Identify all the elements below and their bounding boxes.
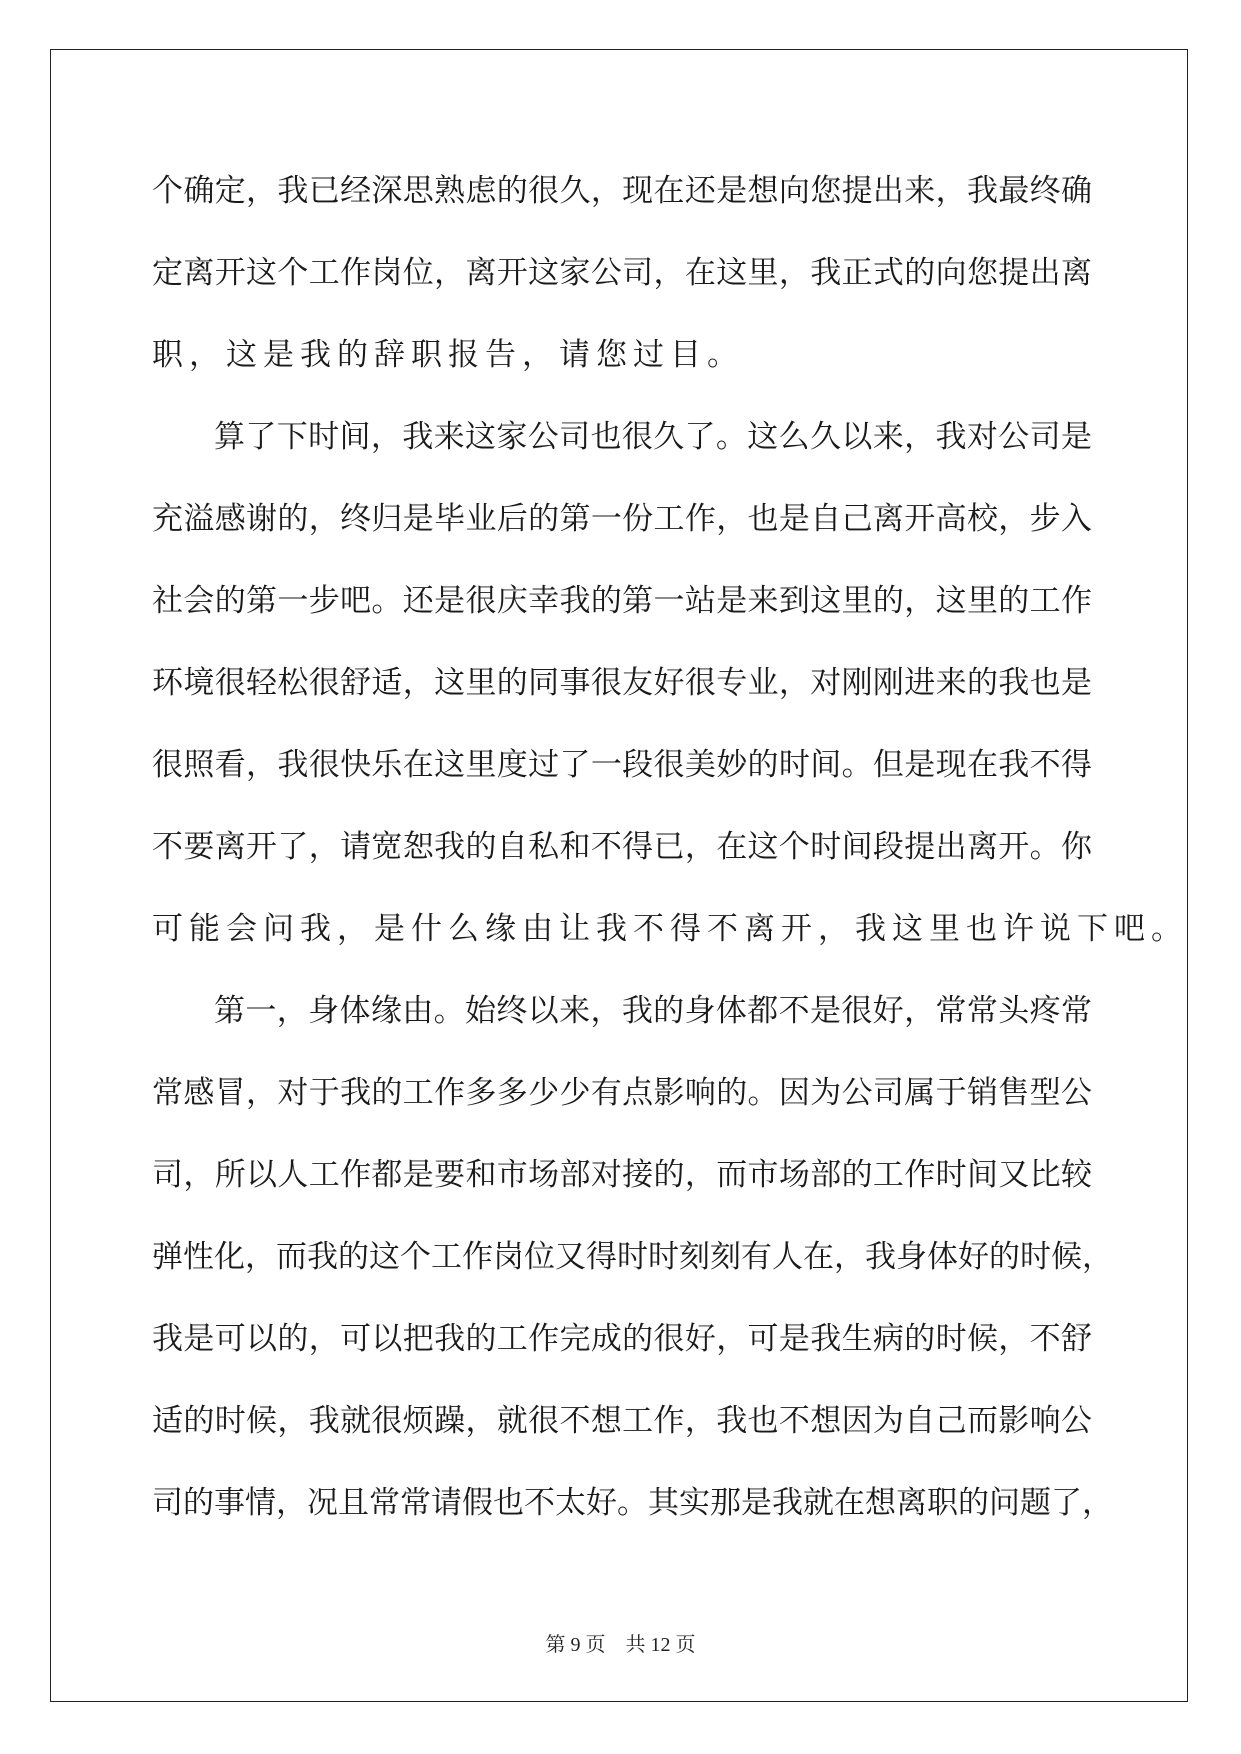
- paragraph-3-line-4: 弹性化，而我的这个工作岗位又得时时刻刻有人在，我身体好的时候，: [152, 1239, 1113, 1275]
- paragraph-2-line-7: 可能会问我，是什么缘由让我不得不离开，我这里也许说下吧。: [152, 911, 1188, 947]
- paragraph-1-line-1: 个确定，我已经深思熟虑的很久，现在还是想向您提出来，我最终确: [152, 173, 1092, 209]
- page-number-text: 第 9 页 共 12 页: [545, 1634, 696, 1656]
- paragraph-3-line-5: 我是可以的，可以把我的工作完成的很好，可是我生病的时候，不舒: [152, 1321, 1092, 1357]
- paragraph-3-line-6: 适的时候，我就很烦躁，就很不想工作，我也不想因为自己而影响公: [152, 1403, 1092, 1439]
- paragraph-2-line-1: 算了下时间，我来这家公司也很久了。这么久以来，我对公司是: [214, 419, 1092, 455]
- paragraph-3-line-7: 司的事情，况且常常请假也不太好。其实那是我就在想离职的问题了，: [152, 1485, 1113, 1521]
- paragraph-3-line-2: 常感冒，对于我的工作多多少少有点影响的。因为公司属于销售型公: [152, 1075, 1092, 1111]
- paragraph-2-line-2: 充溢感谢的，终归是毕业后的第一份工作，也是自己离开高校，步入: [152, 501, 1092, 537]
- paragraph-2-line-6: 不要离开了，请宽恕我的自私和不得已，在这个时间段提出离开。你: [152, 829, 1092, 865]
- page-number-footer: [0, 1628, 1241, 1657]
- document-body: [152, 160, 1188, 1554]
- paragraph-3-line-3: 司，所以人工作都是要和市场部对接的，而市场部的工作时间又比较: [152, 1157, 1092, 1193]
- paragraph-2-line-5: 很照看，我很快乐在这里度过了一段很美妙的时间。但是现在我不得: [152, 747, 1092, 783]
- paragraph-2-line-3: 社会的第一步吧。还是很庆幸我的第一站是来到这里的，这里的工作: [152, 583, 1092, 619]
- paragraph-2-line-4: 环境很轻松很舒适，这里的同事很友好很专业，对刚刚进来的我也是: [152, 665, 1092, 701]
- paragraph-1-line-3: 职，这是我的辞职报告，请您过目。: [152, 337, 744, 373]
- paragraph-1-line-2: 定离开这个工作岗位，离开这家公司，在这里，我正式的向您提出离: [152, 255, 1092, 291]
- paragraph-3-line-1: 第一，身体缘由。始终以来，我的身体都不是很好，常常头疼常: [214, 993, 1092, 1029]
